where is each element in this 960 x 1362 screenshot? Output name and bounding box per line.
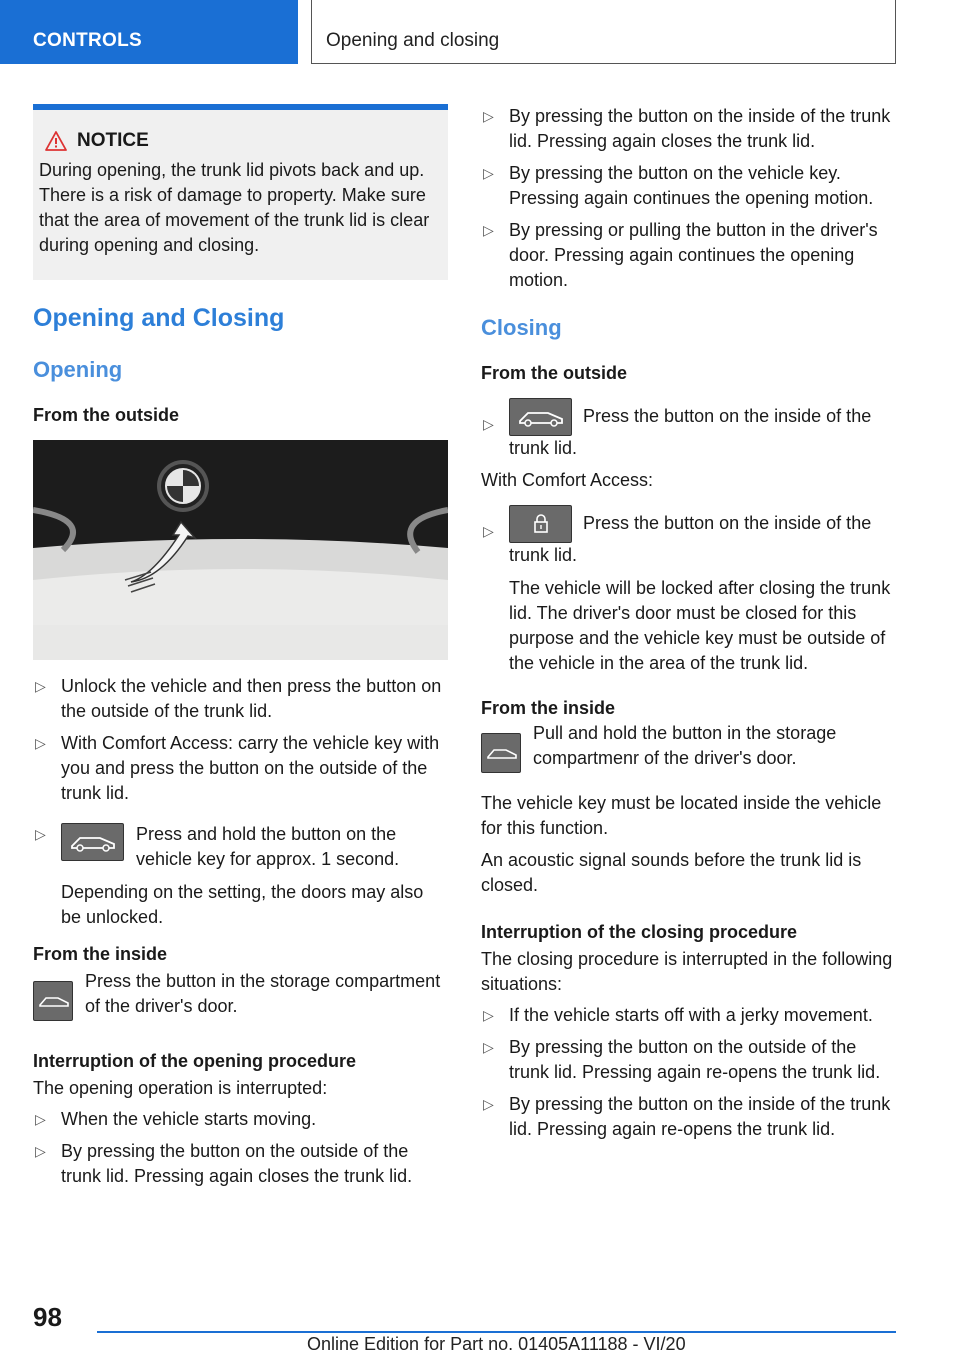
closing-interruption-heading: Interruption of the closing procedure xyxy=(481,922,798,942)
interruption-intro: The opening operation is interrupted: xyxy=(33,1078,328,1098)
closing-outside-list xyxy=(481,398,895,461)
section-tab xyxy=(0,0,298,64)
triangle-bullet-icon: ▷ xyxy=(483,108,494,124)
closing-from-inside-heading: From the inside xyxy=(481,698,616,718)
notice-title: NOTICE xyxy=(77,130,149,151)
acoustic-note: An acoustic signal sounds before the trunk lid is closed. xyxy=(481,850,862,895)
list-item: ▷ By pressing or pulling the button in the driver's door. Pressing again continues the opening motion. xyxy=(483,220,878,290)
key-note: The vehicle key must be located inside the vehicle for this function. xyxy=(481,793,882,838)
right-column xyxy=(481,104,895,1149)
closing-heading: Closing xyxy=(481,315,562,340)
triangle-bullet-icon: ▷ xyxy=(483,1007,494,1023)
list-item: ▷ By pressing the button on the outside of the trunk lid. Pressing again re-opens the trunk lid. xyxy=(483,1037,881,1082)
trunk-button-photo xyxy=(33,440,448,660)
closing-comfort-list xyxy=(481,505,895,676)
lock-button-icon xyxy=(509,505,572,543)
opening-interruption-continued-list xyxy=(481,104,895,293)
left-column xyxy=(33,104,448,1196)
list-item: ▷ With Comfort Access: carry the vehicle key with you and press the button on the outside of the trunk lid. xyxy=(35,733,440,803)
triangle-bullet-icon: ▷ xyxy=(35,678,46,694)
triangle-bullet-icon: ▷ xyxy=(483,165,494,181)
closing-interruption-list xyxy=(481,1003,895,1142)
opening-interruption-list xyxy=(33,1107,448,1189)
list-item: ▷ If the vehicle starts off with a jerky movement. xyxy=(481,1003,895,1028)
triangle-bullet-icon: ▷ xyxy=(35,1111,46,1127)
section-heading: Opening and Closing xyxy=(33,304,285,332)
from-inside-heading: From the inside xyxy=(33,944,168,964)
triangle-bullet-icon: ▷ xyxy=(483,523,494,539)
interruption-heading: Interruption of the opening procedure xyxy=(33,1051,356,1071)
triangle-bullet-icon: ▷ xyxy=(35,826,46,842)
list-item: ▷ By pressing the button on the outside of the trunk lid. Pressing again closes the trunk lid. xyxy=(35,1141,413,1186)
opening-heading: Opening xyxy=(33,357,123,382)
list-item: ▷ By pressing the button on the vehicle key. Pressing again continues the opening motion. xyxy=(483,163,874,208)
comfort-note: The vehicle will be locked after closing the trunk lid. The driver's door must be closed for this purpose and the vehicle key must be outside of the vehicle in the area of the trunk lid. xyxy=(509,578,891,673)
list-item: ▷ Unlock the vehicle and then press the button on the outside of the trunk lid. xyxy=(35,676,442,721)
page-number: 98 xyxy=(33,1302,62,1332)
list-item: ▷ By pressing the button on the inside of the trunk lid. Pressing again re-opens the trunk lid. xyxy=(483,1094,891,1139)
footer-divider xyxy=(97,1331,896,1333)
triangle-bullet-icon: ▷ xyxy=(483,1096,494,1112)
section-title: CONTROLS xyxy=(33,30,143,51)
outside-note: Depending on the setting, the doors may also be unlocked. xyxy=(61,882,424,927)
inside-instruction: Press the button in the storage compartment of the driver's door. xyxy=(33,969,448,1021)
triangle-bullet-icon: ▷ xyxy=(483,416,494,432)
list-item: ▷ Press the button on the inside of the trunk lid. xyxy=(481,398,895,461)
trunk-key-button-icon xyxy=(61,823,124,861)
list-item: ▷ Press the button on the inside of the trunk lid. The vehicle will be locked after closing the trunk lid. The driver's door must be closed for this purpose and the vehicle key must be outside of the vehicle in the area of the trunk lid. xyxy=(481,505,895,676)
triangle-bullet-icon: ▷ xyxy=(483,1039,494,1055)
triangle-bullet-icon: ▷ xyxy=(35,735,46,751)
trunk-close-button-icon xyxy=(509,398,572,436)
list-item: ▷ By pressing the button on the inside of the trunk lid. Pressing again closes the trunk lid. xyxy=(483,106,891,151)
opening-outside-list xyxy=(33,674,448,930)
triangle-bullet-icon: ▷ xyxy=(483,222,494,238)
list-item: ▷ Press and hold the button on the vehicle key for approx. 1 second. Depending on the setting, the doors may also be unlocked. xyxy=(33,822,448,930)
closing-inside-instruction: Pull and hold the button in the storage compartmenr of the driver's door. xyxy=(481,721,895,773)
chapter-title: Opening and closing xyxy=(326,30,500,51)
trunk-door-button-icon xyxy=(481,733,521,773)
trunk-door-button-icon xyxy=(33,981,73,1021)
notice-box xyxy=(33,104,448,280)
from-outside-heading: From the outside xyxy=(33,405,180,425)
closing-interruption-intro: The closing procedure is interrupted in the following situations: xyxy=(481,949,893,994)
closing-from-outside-heading: From the outside xyxy=(481,363,628,383)
chapter-box xyxy=(311,0,896,64)
list-item: ▷ When the vehicle starts moving. xyxy=(33,1107,448,1132)
notice-text: During opening, the trunk lid pivots back and up. There is a risk of damage to property. Make sure that the area of movement of the trunk lid is clear during opening and closing. xyxy=(39,160,430,255)
warning-icon xyxy=(45,131,67,151)
triangle-bullet-icon: ▷ xyxy=(35,1143,46,1159)
comfort-access-label: With Comfort Access: xyxy=(481,470,654,490)
footer-text: Online Edition for Part no. 01405A11188 - VI/20 xyxy=(307,1334,686,1354)
